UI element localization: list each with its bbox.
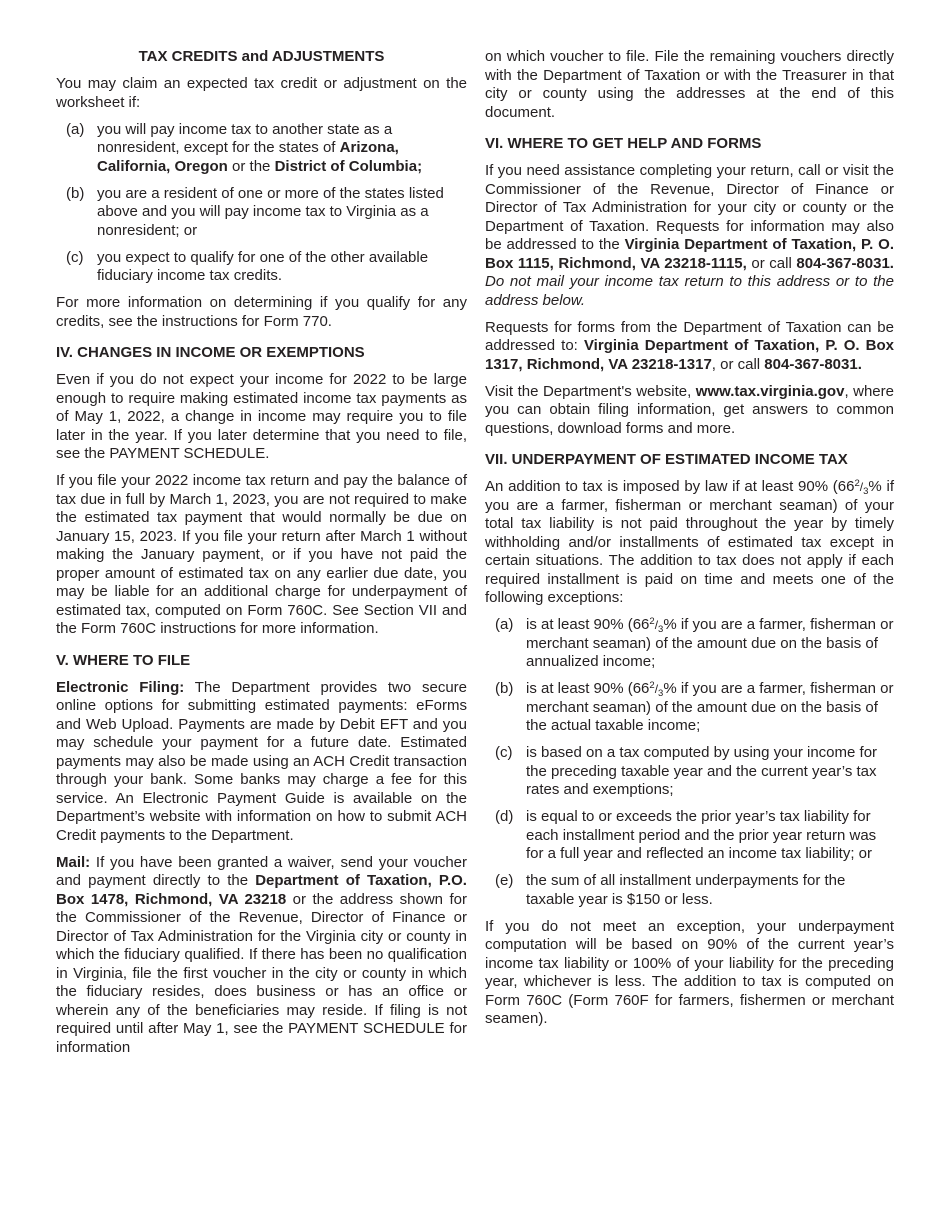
list-item-b-exception bbox=[485, 680, 894, 736]
heading-section-vii bbox=[485, 451, 894, 470]
list-item-d-exception bbox=[485, 808, 894, 864]
text-segment: the sum of all installment underpayments for the taxable year is $150 or less. bbox=[526, 872, 846, 908]
heading-section-v bbox=[56, 652, 467, 671]
para-assistance bbox=[485, 162, 894, 310]
text-segment: TAX CREDITS and ADJUSTMENTS bbox=[138, 48, 385, 65]
list-item-marker: (e) bbox=[495, 872, 514, 889]
text-segment: 3 bbox=[863, 486, 869, 497]
text-segment: If you need assistance completing your return, call or visit the Commissioner of the Revenue, Director of Finance or Director of Tax Administration for your city or county or the Department of Taxation. Requests for information may also be addressed to the bbox=[485, 162, 894, 253]
text-segment: 3 bbox=[658, 624, 664, 635]
para-which-voucher bbox=[485, 48, 894, 122]
text-segment: you are a resident of one or more of the states listed above and you will pay income tax to Virginia as a nonresident; or bbox=[97, 184, 444, 239]
text-segment: The Department provides two secure online options for submitting estimated payments: eForms and Web Upload. Payments are made by Debit EFT and you may schedule your payment for a future date. Estimated payments may also be made using an ACH Credit transaction through your bank. Some banks may charge a fee for this service. An Electronic Payment Guide is available on the Department’s website with information on how to submit ACH Credit payments to the Department. bbox=[56, 678, 467, 844]
text-segment: VI. WHERE TO GET HELP AND FORMS bbox=[485, 135, 762, 152]
list-item-text bbox=[97, 121, 467, 177]
text-segment: , where you can obtain filing information, get answers to common questions, download forms and more. bbox=[485, 382, 894, 437]
list-item-b-credits bbox=[56, 185, 467, 241]
text-segment: Mail: bbox=[56, 853, 91, 871]
text-segment: is based on a tax computed by using your income for the preceding taxable year and the current year’s tax rates and exemptions; bbox=[526, 744, 878, 798]
text-segment: or call bbox=[746, 254, 797, 272]
para-mail bbox=[56, 854, 467, 1058]
text-segment: For more information on determining if you qualify for any credits, see the instructions for Form 770. bbox=[56, 294, 467, 330]
para-addition-to-tax bbox=[485, 478, 894, 608]
text-segment: on which voucher to file. File the remaining vouchers directly with the Department of Taxation or with the Treasurer in that city or county using the addresses at the end of this document. bbox=[485, 48, 894, 121]
para-claim-credit bbox=[56, 75, 467, 112]
list-item-text bbox=[526, 808, 894, 864]
para-requests-forms bbox=[485, 319, 894, 375]
text-segment: If you do not meet an exception, your underpayment computation will be based on 90% of the current year’s income tax liability or 100% of your liability for the preceding year, whichever is less. The addition to tax is computed on Form 760C (Form 760F for farmers, fishermen or merchant seamen). bbox=[485, 917, 894, 1027]
list-item-c-credits bbox=[56, 249, 467, 286]
text-segment: You may claim an expected tax credit or adjustment on the worksheet if: bbox=[56, 75, 467, 111]
text-segment: Virginia Department of Taxation, P. O. Box 1317, Richmond, VA 23218-1317 bbox=[485, 337, 894, 373]
para-file-2022-return bbox=[56, 472, 467, 639]
list-item-text bbox=[97, 249, 467, 286]
text-segment: Electronic Filing: bbox=[56, 678, 185, 696]
text-segment: Visit the Department's website, bbox=[485, 382, 696, 400]
para-website bbox=[485, 383, 894, 439]
text-segment: % if you are a farmer, fisherman or merchant seaman) of your total tax liability is not paid throughout the year by timely withholding and/or installments of estimated tax except in certain situations. The addition to tax does not apply if each required installment is paid on time and meets one of the following exceptions: bbox=[485, 478, 894, 606]
list-item-marker: (c) bbox=[66, 248, 84, 266]
text-segment: Even if you do not expect your income for 2022 to be large enough to require making estimated income tax payments as of May 1, 2022, a change in income may require you to file later in the year. If you later determine that you need to file, see the PAYMENT SCHEDULE. bbox=[56, 371, 467, 462]
list-item-c-exception bbox=[485, 744, 894, 800]
list-item-a-credits bbox=[56, 121, 467, 177]
list-item-text bbox=[526, 680, 894, 736]
text-segment: , or call bbox=[711, 355, 765, 373]
list-item-text bbox=[97, 185, 467, 241]
text-segment: 2 bbox=[854, 478, 860, 489]
text-segment: IV. CHANGES IN INCOME OR EXEMPTIONS bbox=[56, 344, 365, 361]
text-segment: If you have been granted a waiver, send your voucher and payment directly to the bbox=[56, 853, 467, 889]
text-segment: An addition to tax is imposed by law if at least 90% (66 bbox=[485, 478, 855, 495]
text-segment: 3 bbox=[658, 688, 664, 699]
list-item-a-exception bbox=[485, 616, 894, 672]
text-segment: 2 bbox=[649, 616, 655, 627]
para-no-exception bbox=[485, 918, 894, 1029]
para-income-change bbox=[56, 371, 467, 464]
text-segment: Do not mail your income tax return to this address or to the address below. bbox=[485, 273, 894, 309]
text-segment: 804-367-8031. bbox=[796, 254, 894, 272]
text-segment: Arizona, California, Oregon bbox=[97, 139, 399, 175]
list-item-marker: (b) bbox=[495, 680, 514, 697]
list-item-marker: (a) bbox=[66, 120, 85, 138]
text-segment: 2 bbox=[649, 680, 655, 691]
text-segment: District of Columbia; bbox=[274, 157, 423, 175]
text-segment: / bbox=[654, 682, 659, 696]
list-item-marker: (c) bbox=[495, 744, 513, 761]
heading-section-iv bbox=[56, 344, 467, 363]
text-segment: V. WHERE TO FILE bbox=[56, 651, 191, 669]
left-column bbox=[56, 48, 467, 1066]
text-segment: is at least 90% (66 bbox=[526, 616, 650, 633]
right-column bbox=[485, 48, 894, 1037]
list-item-text bbox=[526, 744, 894, 800]
text-segment: is equal to or exceeds the prior year’s tax liability for each installment period and the prior year return was for a full year and reflected an income tax liability; or bbox=[526, 808, 877, 862]
list-item-e-exception bbox=[485, 872, 894, 909]
list-item-marker: (d) bbox=[495, 808, 514, 825]
text-segment: % if you are a farmer, fisherman or merchant seaman) of the amount due on the basis of annualized income; bbox=[526, 616, 894, 670]
text-segment: Department of Taxation, P.O. Box 1478, Richmond, VA 23218 bbox=[56, 872, 467, 908]
text-segment: / bbox=[654, 618, 659, 632]
para-more-info-form770 bbox=[56, 294, 467, 331]
heading-section-vi bbox=[485, 135, 894, 154]
text-segment: Virginia Department of Taxation, P. O. Box 1115, Richmond, VA 23218-1115, bbox=[485, 236, 894, 272]
text-segment: is at least 90% (66 bbox=[526, 680, 650, 697]
text-segment: Requests for forms from the Department of Taxation can be addressed to: bbox=[485, 318, 894, 354]
text-segment: / bbox=[859, 480, 864, 494]
text-segment: 804-367-8031. bbox=[764, 355, 862, 373]
text-segment: % if you are a farmer, fisherman or merchant seaman) of the amount due on the basis of the actual taxable income; bbox=[526, 680, 894, 734]
text-segment: VII. UNDERPAYMENT OF ESTIMATED INCOME TAX bbox=[485, 451, 848, 468]
list-item-marker: (b) bbox=[66, 184, 85, 202]
text-segment: you expect to qualify for one of the other available fiduciary income tax credits. bbox=[97, 248, 429, 284]
text-segment: or the address shown for the Commissioner of the Revenue, Director of Finance or Director of Tax Administration for the Virginia city or county in which the fiduciary qualified. If there has been no qualification in Virginia, file the first voucher in the city or county in which the fiduciary resides, does business or has an office or wherein any of the beneficiaries may reside. If filing is not required until after May 1, see the PAYMENT SCHEDULE for information bbox=[56, 890, 467, 1056]
text-segment: www.tax.virginia.gov bbox=[695, 382, 845, 400]
list-item-text bbox=[526, 616, 894, 672]
para-electronic-filing bbox=[56, 679, 467, 846]
heading-tax-credits bbox=[56, 48, 467, 67]
list-item-marker: (a) bbox=[495, 616, 514, 633]
text-segment: you will pay income tax to another state as a nonresident, except for the states of bbox=[97, 120, 393, 156]
text-segment: If you file your 2022 income tax return and pay the balance of tax due in full by March 1, 2023, you are not required to make the estimated tax payment that would normally be due on January 15, 2023. If you file your return after March 1 without making the January payment, or if you have not paid the proper amount of estimated tax on any earlier due date, you may be liable for an additional charge for underpayment of estimated tax, computed on Form 760C. See Section VII and the Form 760C instructions for more information. bbox=[56, 472, 467, 637]
text-segment: or the bbox=[227, 157, 275, 175]
list-item-text bbox=[526, 872, 894, 909]
